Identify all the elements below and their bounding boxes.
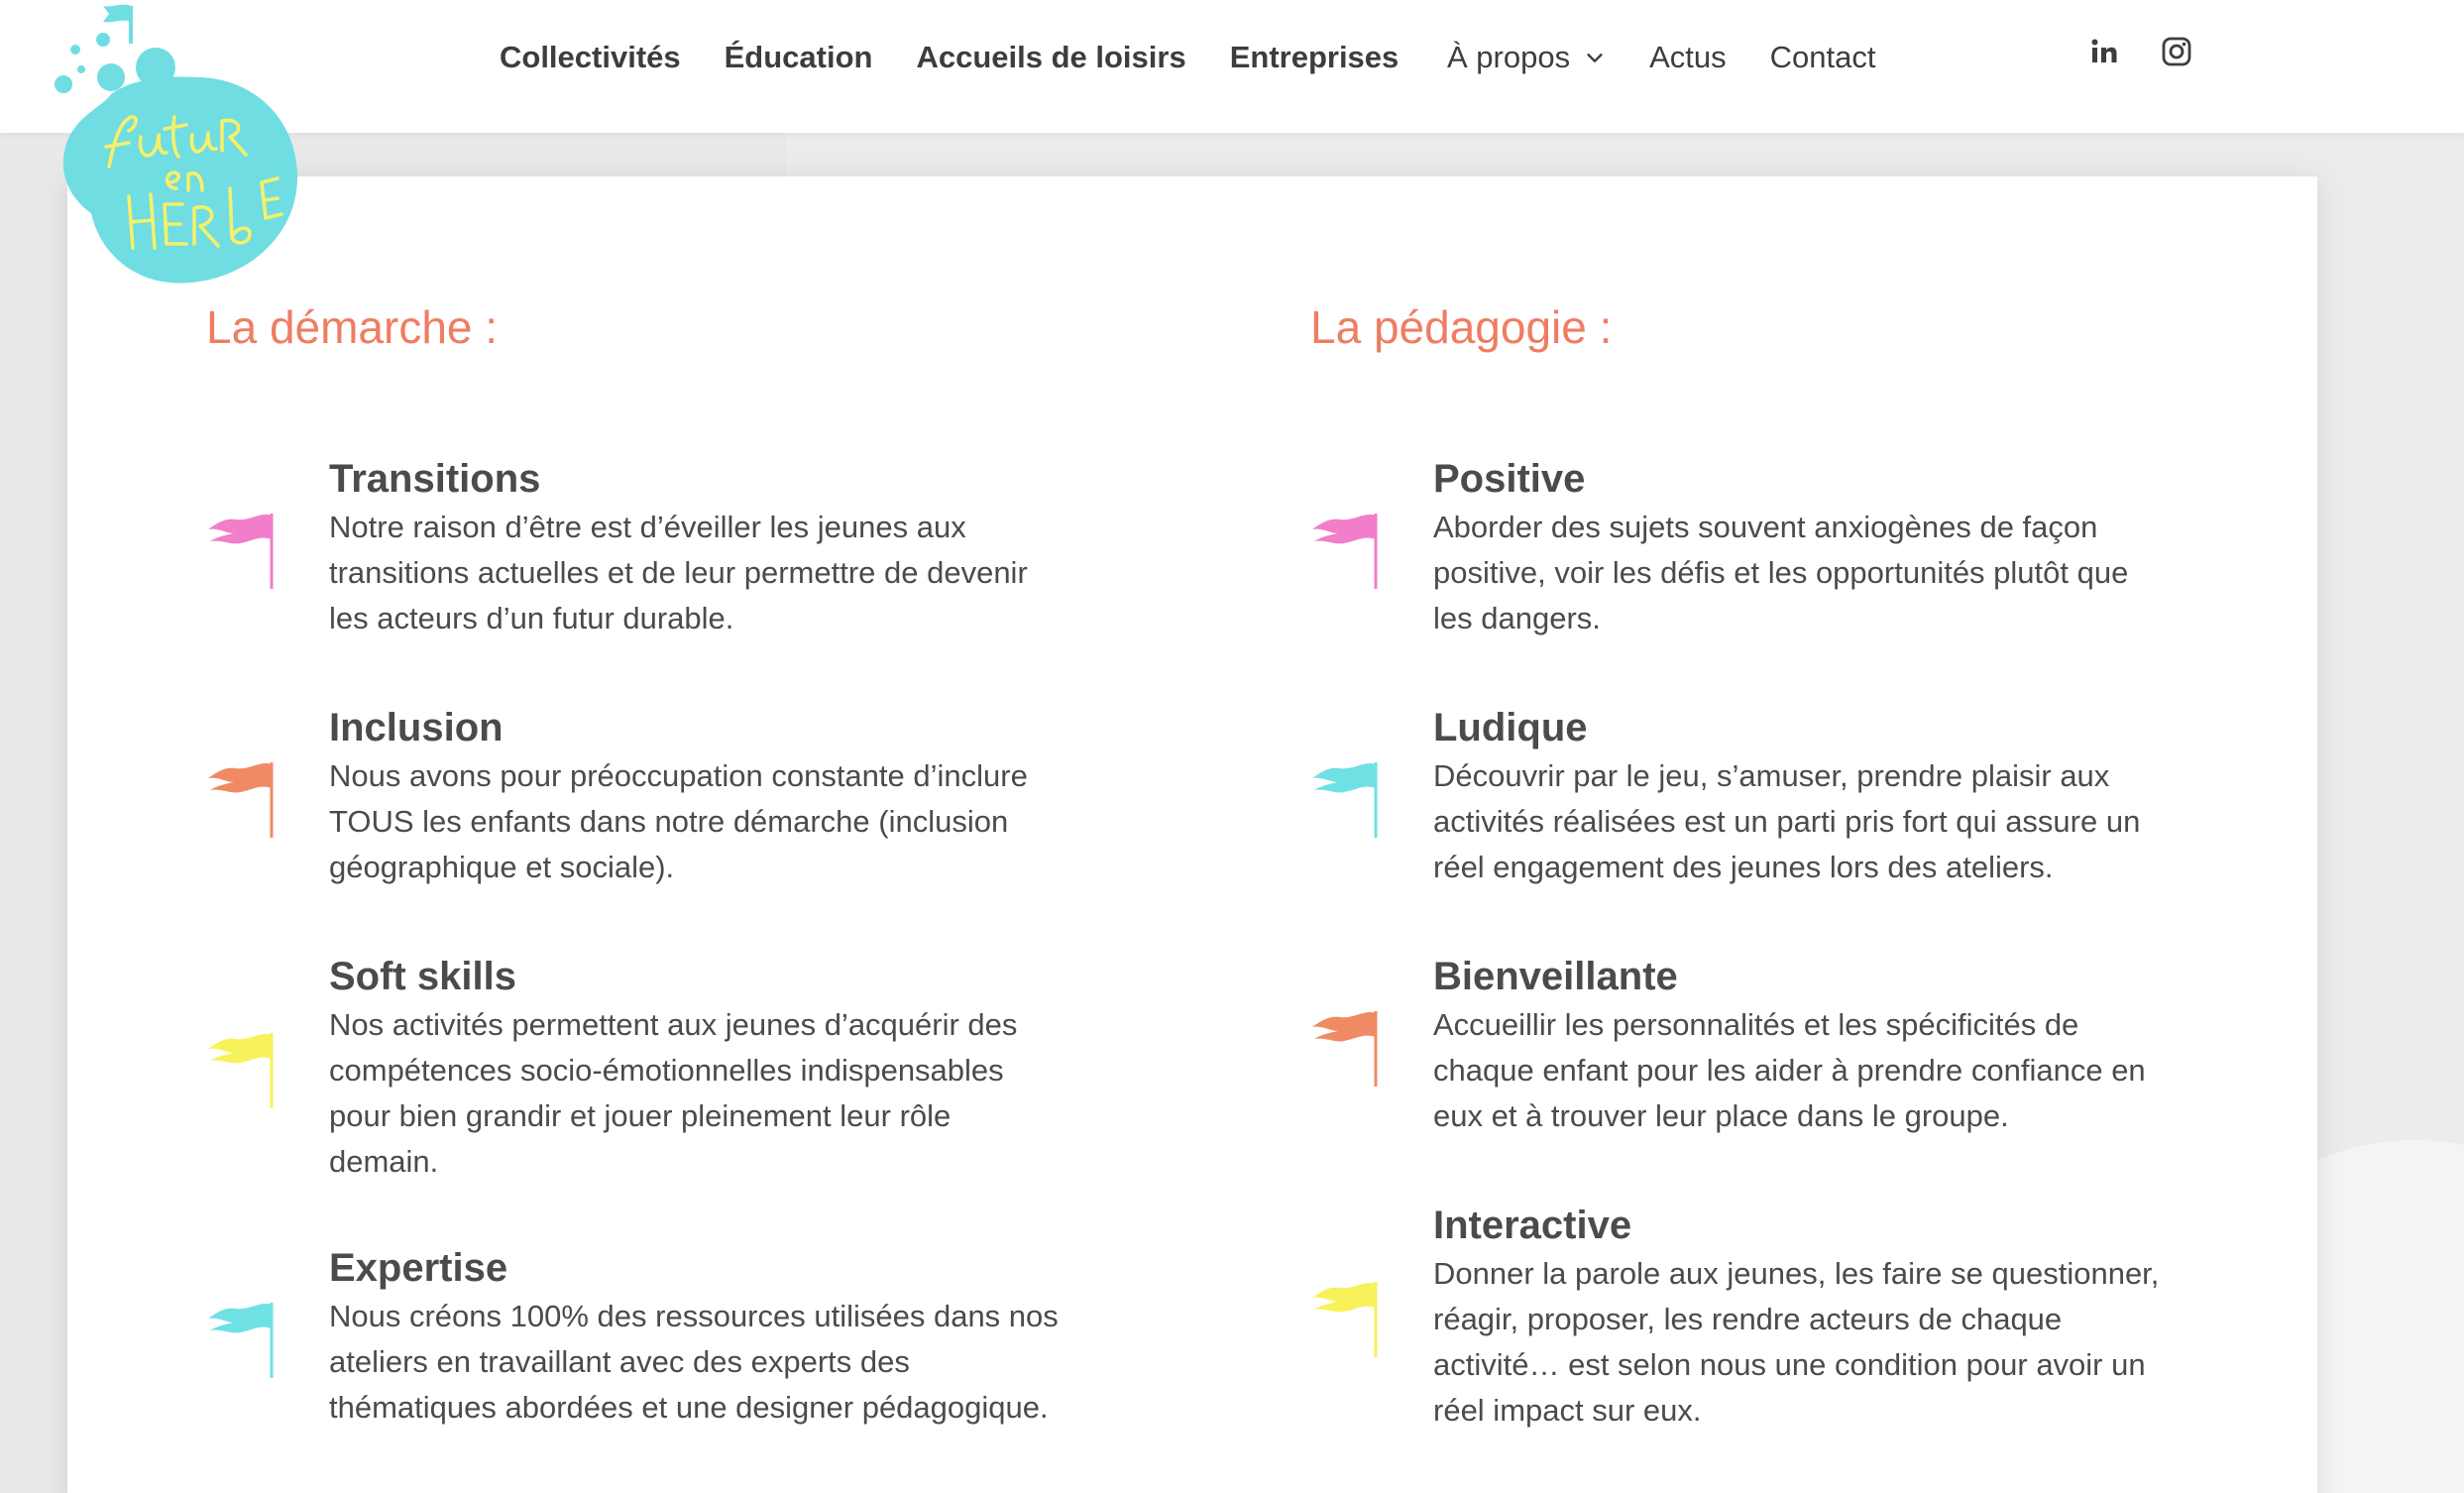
main-nav bbox=[500, 36, 1399, 79]
nav-contact[interactable]: Contact bbox=[1769, 40, 1876, 74]
flag-cyan-icon bbox=[206, 1301, 276, 1380]
nav-a-propos[interactable] bbox=[1447, 36, 1606, 79]
item-desc-line: activité… est selon nous une condition pour avoir un bbox=[1433, 1347, 2146, 1382]
flag-cyan-icon bbox=[1310, 760, 1380, 840]
nav-a-propos-label: À propos bbox=[1447, 40, 1571, 74]
item-desc-line: compétences socio-émotionnelles indispensables bbox=[329, 1053, 1004, 1088]
content-card bbox=[67, 176, 2317, 1493]
flag-yellow-icon bbox=[1310, 1280, 1380, 1359]
item-desc-line: ateliers en travaillant avec des experts des bbox=[329, 1344, 910, 1379]
item-desc-line: activités réalisées est un parti pris fort qui assure un bbox=[1433, 804, 2141, 839]
item-desc-line: les dangers. bbox=[1433, 601, 1601, 635]
flag-pink-icon bbox=[1310, 512, 1380, 591]
item-title: Ludique bbox=[1433, 706, 1588, 749]
nav-entreprises[interactable]: Entreprises bbox=[1229, 40, 1400, 74]
item-desc-line: positive, voir les défis et les opportunités plutôt que bbox=[1433, 555, 2129, 590]
flag-yellow-icon bbox=[206, 1031, 276, 1110]
item-desc-line: thématiques abordées et une designer pédagogique. bbox=[329, 1390, 1049, 1425]
linkedin-icon[interactable] bbox=[2089, 37, 2119, 70]
item-desc-line: Notre raison d’être est d’éveiller les jeunes aux bbox=[329, 510, 966, 544]
item-desc-line: demain. bbox=[329, 1144, 439, 1179]
pedagogie-title: La pédagogie : bbox=[1310, 301, 1613, 353]
item-desc-line: Découvrir par le jeu, s’amuser, prendre plaisir aux bbox=[1433, 758, 2110, 793]
item-desc-line: Aborder des sujets souvent anxiogènes de façon bbox=[1433, 510, 2098, 544]
item-desc-line: réel impact sur eux. bbox=[1433, 1393, 1702, 1428]
item-desc-line: pour bien grandir et jouer pleinement leur rôle bbox=[329, 1098, 952, 1133]
item-title: Soft skills bbox=[329, 955, 516, 998]
item-desc-line: Nous créons 100% des ressources utilisées dans nos bbox=[329, 1299, 1059, 1333]
item-desc-line: réagir, proposer, les rendre acteurs de chaque bbox=[1433, 1302, 2063, 1336]
secondary-nav bbox=[1447, 36, 1875, 79]
flag-orange-icon bbox=[206, 760, 276, 840]
item-desc-line: Accueillir les personnalités et les spécificités de bbox=[1433, 1007, 2079, 1042]
site-header bbox=[0, 0, 2464, 133]
item-desc-line: les acteurs d’un futur durable. bbox=[329, 601, 734, 635]
item-title: Bienveillante bbox=[1433, 955, 1678, 998]
nav-education[interactable]: Éducation bbox=[724, 40, 873, 74]
item-desc-line: eux et à trouver leur place dans le groupe. bbox=[1433, 1098, 2009, 1133]
item-title: Expertise bbox=[329, 1246, 508, 1290]
item-desc-line: géographique et sociale). bbox=[329, 850, 675, 884]
social-links bbox=[2089, 36, 2192, 71]
item-desc-line: Donner la parole aux jeunes, les faire se questionner, bbox=[1433, 1256, 2160, 1291]
item-title: Inclusion bbox=[329, 706, 504, 749]
item-title: Interactive bbox=[1433, 1204, 1632, 1247]
item-desc-line: réel engagement des jeunes lors des ateliers. bbox=[1433, 850, 2054, 884]
chevron-down-icon bbox=[1584, 47, 1606, 68]
item-desc-line: chaque enfant pour les aider à prendre confiance en bbox=[1433, 1053, 2146, 1088]
nav-actus[interactable]: Actus bbox=[1649, 40, 1727, 74]
item-desc-line: Nous avons pour préoccupation constante d’inclure bbox=[329, 758, 1028, 793]
item-title: Positive bbox=[1433, 457, 1586, 501]
item-desc-line: Nos activités permettent aux jeunes d’acquérir des bbox=[329, 1007, 1018, 1042]
item-title: Transitions bbox=[329, 457, 541, 501]
item-desc-line: transitions actuelles et de leur permettre de devenir bbox=[329, 555, 1028, 590]
item-desc-line: TOUS les enfants dans notre démarche (inclusion bbox=[329, 804, 1009, 839]
demarche-title: La démarche : bbox=[206, 301, 499, 353]
flag-pink-icon bbox=[206, 512, 276, 591]
instagram-icon[interactable] bbox=[2161, 36, 2192, 71]
flag-orange-icon bbox=[1310, 1009, 1380, 1089]
nav-collectivites[interactable]: Collectivités bbox=[500, 40, 681, 74]
futur-en-herbe-logo[interactable] bbox=[52, 0, 309, 297]
nav-accueils-de-loisirs[interactable]: Accueils de loisirs bbox=[916, 40, 1186, 74]
